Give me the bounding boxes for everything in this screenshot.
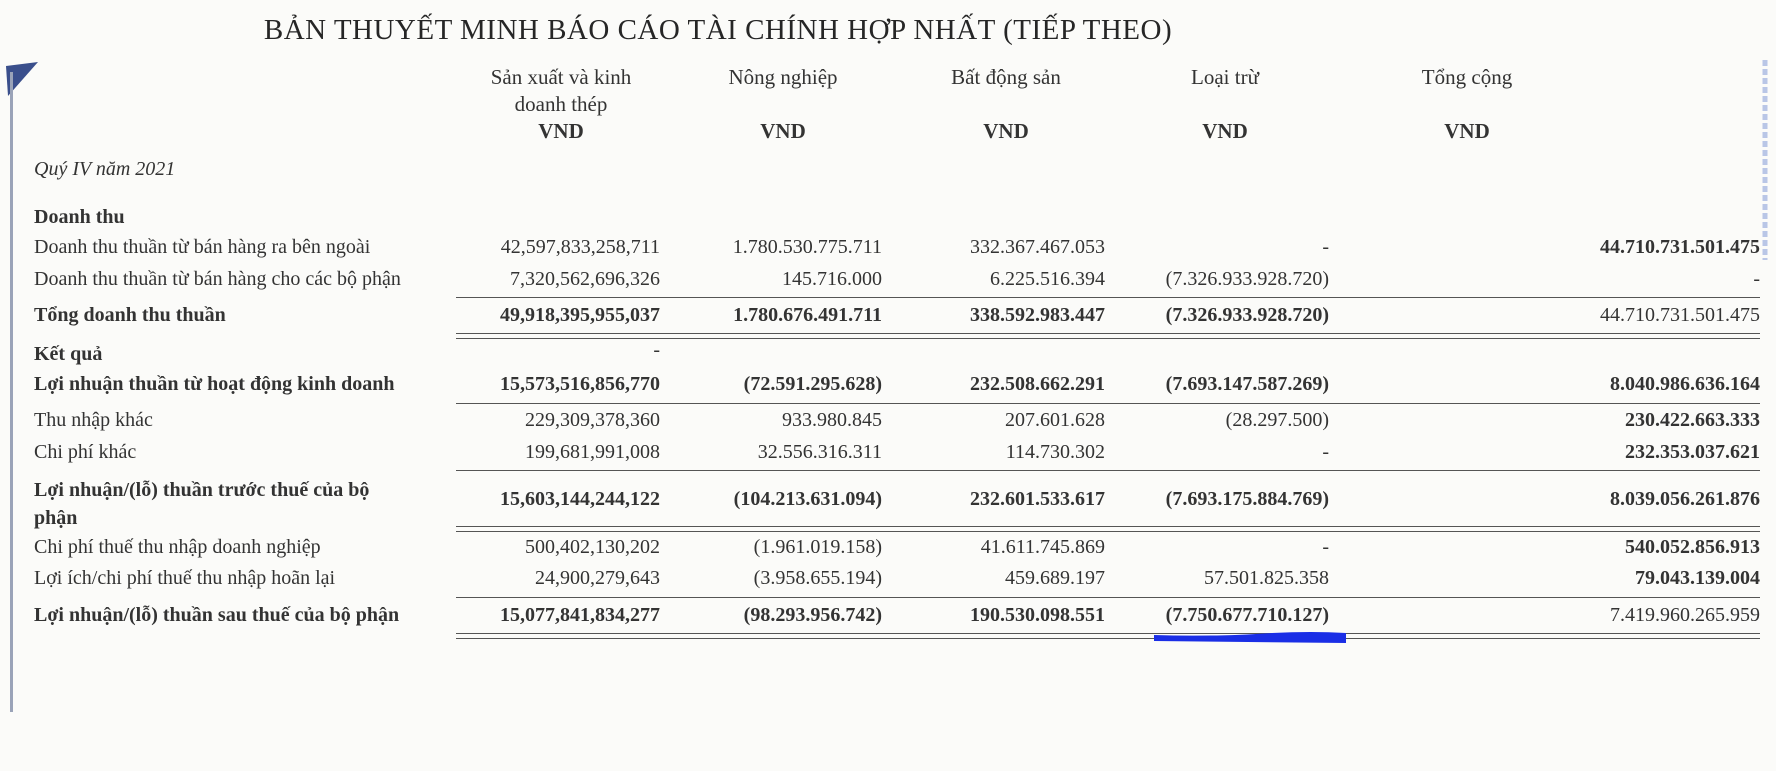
corner-mark xyxy=(2,62,42,102)
cell-elimination: (7.693.147.587.269) xyxy=(1165,373,1329,395)
column-header-line1: Sản xuất và kinh xyxy=(490,65,632,89)
row-label: Lợi nhuận/(lỗ) thuần trước thuế của bộ phận xyxy=(34,479,370,529)
cell-steel: 15,603,144,244,122 xyxy=(500,488,660,510)
column-header-real-estate xyxy=(891,64,1121,145)
column-header-line1: Nông nghiệp xyxy=(728,65,838,89)
cell-elimination: (7.326.933.928.720) xyxy=(1165,304,1329,326)
column-header-steel xyxy=(446,64,676,145)
row-label: Chi phí thuế thu nhập doanh nghiệp xyxy=(34,536,321,558)
table-row xyxy=(0,206,1776,236)
column-currency: VND xyxy=(1444,119,1490,143)
cell-elimination: - xyxy=(1322,536,1329,558)
cell-total: 8.040.986.636.164 xyxy=(1610,373,1760,395)
cell-steel: 15,573,516,856,770 xyxy=(500,373,660,395)
row-rule xyxy=(456,403,1760,404)
period-label: Quý IV năm 2021 xyxy=(34,158,176,180)
cell-total: 540.052.856.913 xyxy=(1625,536,1760,558)
column-header-line1: Bất động sản xyxy=(951,65,1061,89)
cell-total: - xyxy=(1753,268,1760,290)
cell-agriculture: (1.961.019.158) xyxy=(753,536,882,558)
table-row xyxy=(0,236,1776,266)
cell-total: 44.710.731.501.475 xyxy=(1600,236,1760,258)
table-row xyxy=(0,304,1776,334)
cell-steel: - xyxy=(653,339,660,361)
cell-agriculture: (98.293.956.742) xyxy=(743,604,882,626)
column-header-line1: Loại trừ xyxy=(1191,65,1259,89)
row-label: Tổng doanh thu thuần xyxy=(34,304,226,326)
table-row xyxy=(0,339,1776,373)
page-title: BẢN THUYẾT MINH BÁO CÁO TÀI CHÍNH HỢP NHẤT (TIẾP THEO) xyxy=(263,14,1173,46)
subtotal-rule xyxy=(456,470,1760,471)
cell-agriculture: 32.556.316.311 xyxy=(757,441,882,463)
cell-steel: 7,320,562,696,326 xyxy=(510,268,660,290)
column-header-agriculture xyxy=(668,64,898,145)
cell-steel: 42,597,833,258,711 xyxy=(500,236,660,258)
cell-real-estate: 232.601.533.617 xyxy=(970,488,1105,510)
cell-total: 79.043.139.004 xyxy=(1635,567,1760,589)
cell-real-estate: 114.730.302 xyxy=(1005,441,1105,463)
total-double-rule xyxy=(456,333,1760,339)
cell-real-estate: 207.601.628 xyxy=(1005,409,1105,431)
column-header-line1: Tổng cộng xyxy=(1421,65,1513,89)
cell-real-estate: 459.689.197 xyxy=(1005,567,1105,589)
cell-total: 7.419.960.265.959 xyxy=(1610,604,1760,626)
cell-total: 44.710.731.501.475 xyxy=(1600,304,1760,326)
row-label: Thu nhập khác xyxy=(34,409,153,431)
table-row xyxy=(0,604,1776,634)
cell-real-estate: 190.530.098.551 xyxy=(970,604,1105,626)
cell-real-estate: 6.225.516.394 xyxy=(990,268,1105,290)
row-label: Lợi nhuận/(lỗ) thuần sau thuế của bộ phận xyxy=(34,604,400,626)
cell-elimination: (7.750.677.710.127) xyxy=(1165,604,1329,626)
cell-elimination: - xyxy=(1322,236,1329,258)
total-double-rule xyxy=(456,633,1760,639)
cell-total: 232.353.037.621 xyxy=(1625,441,1760,463)
cell-steel: 229,309,378,360 xyxy=(525,409,660,431)
cell-real-estate: 338.592.983.447 xyxy=(970,304,1105,326)
column-header-line2: doanh thép xyxy=(514,92,608,116)
cell-steel: 15,077,841,834,277 xyxy=(500,604,660,626)
cell-total: 8.039.056.261.876 xyxy=(1610,488,1760,510)
table-row xyxy=(0,567,1776,597)
cell-agriculture: (104.213.631.094) xyxy=(733,488,882,510)
column-currency: VND xyxy=(760,119,806,143)
cell-elimination: - xyxy=(1322,441,1329,463)
cell-agriculture: 1.780.676.491.711 xyxy=(733,304,882,326)
row-label: Doanh thu thuần từ bán hàng ra bên ngoài xyxy=(34,236,371,258)
cell-elimination: 57.501.825.358 xyxy=(1204,567,1329,589)
subtotal-rule xyxy=(456,597,1760,598)
cell-agriculture: 1.780.530.775.711 xyxy=(732,236,882,258)
cell-steel: 24,900,279,643 xyxy=(535,567,660,589)
cell-elimination: (7.693.175.884.769) xyxy=(1165,488,1329,510)
row-label: Lợi nhuận thuần từ hoạt động kinh doanh xyxy=(34,373,395,395)
cell-steel: 500,402,130,202 xyxy=(525,536,660,558)
column-header-elimination xyxy=(1110,64,1340,145)
column-currency: VND xyxy=(1202,119,1248,143)
row-label: Doanh thu thuần từ bán hàng cho các bộ phận xyxy=(34,268,401,290)
cell-steel: 199,681,991,008 xyxy=(525,441,660,463)
column-header-total xyxy=(1352,64,1582,145)
column-currency: VND xyxy=(983,119,1029,143)
row-label: Doanh thu xyxy=(34,206,125,228)
cell-real-estate: 232.508.662.291 xyxy=(970,373,1105,395)
cell-elimination: (7.326.933.928.720) xyxy=(1165,268,1329,290)
cell-real-estate: 41.611.745.869 xyxy=(980,536,1105,558)
total-double-rule xyxy=(456,526,1760,532)
cell-real-estate: 332.367.467.053 xyxy=(970,236,1105,258)
cell-agriculture: 145.716.000 xyxy=(782,268,882,290)
row-label: Chi phí khác xyxy=(34,441,137,463)
pen-underline-mark xyxy=(1152,625,1352,647)
column-currency: VND xyxy=(538,119,584,143)
cell-agriculture: (3.958.655.194) xyxy=(753,567,882,589)
cell-elimination: (28.297.500) xyxy=(1225,409,1329,431)
cell-agriculture: (72.591.295.628) xyxy=(743,373,882,395)
table-row xyxy=(0,536,1776,566)
table-row xyxy=(0,373,1776,403)
table-row xyxy=(0,441,1776,471)
cell-agriculture: 933.980.845 xyxy=(782,409,882,431)
table-row xyxy=(0,409,1776,439)
row-label: Kết quả xyxy=(34,343,103,365)
cell-total: 230.422.663.333 xyxy=(1625,409,1760,431)
subtotal-rule xyxy=(456,297,1760,298)
table-row xyxy=(0,268,1776,298)
cell-steel: 49,918,395,955,037 xyxy=(500,304,660,326)
row-label: Lợi ích/chi phí thuế thu nhập hoãn lại xyxy=(34,567,336,589)
